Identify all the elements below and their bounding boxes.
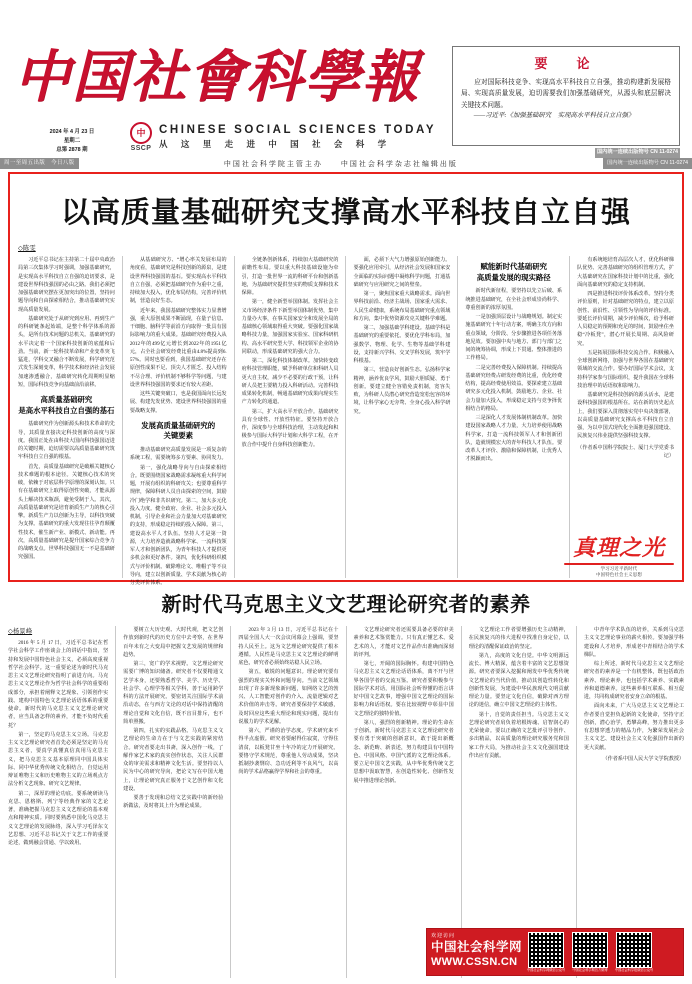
feature-column-1 (18, 256, 115, 578)
paragraph: 这些关键突破口，也是我国面向长远发展、构建先发优势、建设世界科技强国的重要战略支撑。 (129, 391, 227, 414)
paragraph: 第三，营造良好创新生态。弘扬科学家精神，涵养优良学风，鼓励大胆质疑、勇于创新。要建立健全容错免责机制，宽容失败，为科研人员潜心研究营造宽松包容的环境，让科学家心无旁骛、全身心投入科学研究。 (353, 367, 451, 415)
paragraph: 五是拓展国际科技交流合作。积极融入全球创新网络，加强与世界各国在基础研究领域的交流合作。要办好国际学术会议，支持科学家参与国际组织，提升我国在全球科技治理中的话语权和影响力。 (577, 349, 674, 389)
qr-code-2[interactable] (570, 932, 610, 973)
paragraph: 要善于发现和总结文艺实践中的新经验新做法，及时将其上升为理论成果。 (123, 795, 224, 810)
feature-column-6 (569, 256, 674, 578)
promo-site-url: WWW.CSSN.CN (431, 956, 518, 969)
paragraph: 第八，强烈的创新精神。理论的生命在于创新。新时代马克思主义文艺理论研究者要有勇于突破的创新意识，敢于提出新概念、新范畴、新表述，努力构建具有中国特色、中国风格、中国气派的文艺理论体系。要立足中国文艺实践，从中华优秀传统文艺思想中汲取智慧，在创造性转化、创新性发展中推进理论创新。 (353, 719, 454, 784)
truth-light-subtitle: 学习习近平新时代 中国特色社会主义思想 (596, 565, 642, 577)
feature-column-3 (234, 256, 339, 578)
feature-article-box (8, 172, 684, 587)
paragraph: 要树立大历史观、大时代观，把文艺创作放到新时代的历史方位中去考察，在世界百年未有之大变局中把握文艺发展的规律和趋势。 (123, 627, 224, 658)
paragraph: 第二，深厚的理论功底。要系统研读马克思、恩格斯、列宁等经典作家的文艺论著，准确把握马克思主义文艺理论的基本观点和精神实质。同时要熟悉中国化马克思主义文艺理论的发展脉络，深入学习毛泽东文艺思想、习近平总书记关于文艺工作的重要论述，做到融会贯通、学以致用。 (8, 790, 109, 846)
promo-site-name: 中国社会科学网 (431, 940, 523, 955)
feature-column-2 (122, 256, 227, 587)
author-affiliation: （作者系中国科学院院士、厦门大学党委书记） (577, 444, 674, 459)
feature-column-4 (345, 256, 450, 578)
publication-frequency: 周一至周五出版 今日八版 (0, 158, 79, 169)
sscp-seal (128, 122, 154, 152)
author-affiliation: （作者系中国人民大学文学院教授） (602, 755, 685, 762)
qr-code-label: 中国社会科学网官方微博 (572, 967, 608, 972)
secondary-columns (8, 626, 684, 978)
promo-text-block (431, 934, 522, 970)
paragraph: 四是推进科技评价体系改革。坚持分类评价原则，针对基础研究的特点，建立以原创性、前沿性、引领性为导向的评价标准。要延长评价周期，减少评价频次，给予科研人员稳定的预期和充足的时间，鼓励坐住坐稳“冷板凳”，潜心开展长周期、高风险研究。 (577, 291, 674, 347)
truth-light-logo (560, 531, 678, 578)
paragraph: 中青年学术队伍的培养，关系到马克思主义文艺理论事业的薪火相传。要加强学科建设和人才培养，形成老中青相结合的学术梯队。 (583, 627, 685, 658)
publisher-line: 中国社会科学院主管主办 中国社会科学杂志社编辑出版 (223, 159, 458, 168)
paragraph: 近年来，我国基础研究整体实力显著增强，重大原创成果不断涌现，在量子信息、干细胞、脑科学等前沿方向取得一批具有国际影响力的重大成果。基础研究经费投入从2012年的499亿元增长到2022年的1951亿元，占全社会研发经费比重由4.8%提高到6.57%。同时也要看到，我国基础研究还存在原创性成果不足、顶尖人才匮乏、投入结构不尽合理、评价机制不够科学等问题，与建设世界科技强国的要求还有较大差距。 (129, 307, 227, 388)
paragraph: 基础研究处于从研究到应用、再到生产的科研链条起始端，是整个科学体系的源头，是所有技术问题的总机关。基础研究的水平决定着一个国家科技创新的底蕴和后劲。当前，新一轮科技革命和产业变革突飞猛进，学科交叉融合不断发展，科学研究范式发生深刻变革，科学技术和经济社会发展加速渗透融合，基础研究转化周期明显缩短，国际科技竞争向基础前沿前移。 (18, 315, 115, 388)
feature-subheading: 发展高质量基础研究的 关键要素 (141, 420, 216, 441)
editorial-quote-body: 应对国际科技竞争、实现高水平科技自立自强，推动构建新发展格局、实现高质量发展，迫切需要我们加强基础研究，从源头和底层解决关键技术问题。 (461, 79, 671, 109)
paragraph: 第二，深化科技体制改革。加快转变政府科技管理职能，赋予科研单位和科研人员更大自主权，减少不必要的行政干预，让科研人员把主要精力投入科研活动。完善科技成果转化机制，畅通基础研究成果向现实生产力转化的通道。 (241, 358, 339, 406)
paragraph: 综上所述，新时代马克思主义文艺理论研究者的素养是一个有机整体，既包括政治素养、理论素养，也包括学术素养、实践素养和道德素养。这些素养相互联系、相互促进，共同构成研究者安身立命的根基。 (583, 661, 685, 700)
serial-number-strip: 国内统一连续出版物号 CN 11-0274 (603, 158, 692, 169)
paragraph: 面，必须下大气力增强原始创新能力。要强化应用牵引，从经济社会发展和国家安全面临的实际问题中凝练科学问题，打通基础研究与应用研究之间的壁垒。 (353, 257, 451, 288)
paper-title-logo: 中国社會科學報 (14, 47, 420, 109)
paragraph: 第二，加强基础学科建设。基础学科是基础研究的重要依托。要优化学科布局，加强数学、物理、化学、生物等基础学科建设，支持新兴学科、交叉学科发展，筑牢学科根基。 (353, 325, 451, 364)
qr-code-1[interactable] (526, 932, 566, 973)
paragraph: 习近平总书记在主持第二十届中央政治局第三次集体学习时强调，加强基础研究，是实现高水平科技自立自强的迫切要求，是建设世界科技强国的必由之路。我们必须把加强基础研究摆在更加突出的位置，坚持问题导向和自由探索相结合，推动基础研究实现高质量发展。 (18, 257, 115, 313)
feature-byline: ◇陈雯 (18, 245, 36, 252)
secondary-column-4 (346, 626, 454, 978)
qr-code-3[interactable] (614, 932, 654, 973)
secondary-byline: ◇杨景峰 (8, 628, 33, 635)
secondary-column-5 (461, 626, 569, 978)
paragraph: 2016 年 5 月 17 日，习近平总书记在哲学社会科学工作座谈会上的讲话中指出，坚持和发展中国特色社会主义，必须高度重视哲学社会科学。这一重要论述为新时代马克思主义文艺理论研究指明了前进方向。马克思主义文艺理论作为哲学社会科学的重要组成部分，承担着阐释文艺现象、引领创作实践、建构中国特色文艺理论话语体系的重要使命。新时代的马克思主义文艺理论研究者，应当具备怎样的素养，才能不负时代重托？ (8, 640, 109, 729)
masthead-info-strip (0, 158, 692, 169)
qr-code-icon (528, 932, 564, 968)
secondary-article (8, 588, 684, 980)
paragraph: 第三，扩大高水平开放合作。基础研究具有全球性、开放性特征。要坚持开放合作，深度参与全球科技治理，主动发起和积极参与国际大科学计划和大科学工程，在开放合作中提升自身科技创新能力。 (241, 408, 339, 448)
secondary-column-6 (576, 626, 684, 978)
paragraph: 新时代新征程，要坚持以先立后破、系统推进基础研究，在全社会形成崇尚科学、尊重创新的浓厚氛围。 (465, 288, 563, 311)
paragraph: 第九，高度的文化自觉。中华文明源远流长、博大精深，蕴含着丰富的文艺思想资源。研究者要深入挖掘和阐发中华优秀传统文艺理论的当代价值，推动其创造性转化和创新性发展，为建设中华民族现代文明贡献理论力量。要坚定文化自信，破除对西方理论的迷信，确立中国文艺理论的主体性。 (468, 652, 569, 709)
paragraph: 三是深化人才发展体制机制改革。加快建设国家战略人才力量，大力培养使用战略科学家，打造一流科技领军人才和创新团队，造就规模宏大的青年科技人才队伍。要改革人才评价、激励和保障机制，让优秀人才脱颖而出。 (465, 415, 563, 463)
website-promo-banner[interactable] (426, 928, 684, 976)
paragraph: 有系统地培育高层次人才，优化科研梯队优势、完善基础研究的组织管理方式，扩大基础研究在国家科技计划中的比重，强化面向基础研究的稳定支持机制。 (577, 257, 674, 288)
editorial-quote-title: 要 论 (534, 56, 598, 71)
qr-code-label: 中国社会科学报微信公众号 (614, 967, 654, 972)
masthead (0, 0, 692, 168)
secondary-column-1 (8, 626, 108, 978)
weekday-line: 星期二 (63, 138, 81, 145)
paragraph: 第六，严谨的治学态度。学术研究来不得半点虚假。研究者要耐得住寂寞，守得住清贫，以板凳甘坐十年冷的定力开展研究。要恪守学术规范，尊重他人劳动成果，坚决抵制抄袭剽窃、急功近利等不良风气，以高尚的学术品格赢得学界和社会的尊重。 (238, 728, 339, 776)
english-branding (159, 124, 436, 150)
sscp-branding (128, 122, 436, 152)
publication-date-block (16, 128, 128, 156)
editorial-quote-box (452, 46, 680, 146)
paragraph: 第七，开阔的国际胸怀。构建中国特色马克思主义文艺理论话语体系，离不开与世界各国学者的交流互鉴。研究者要积极参与国际学术对话，用国际社会听得懂的语言讲好中国文艺故事，增强中国文艺理论的国际影响力和话语权。要在比较视野中彰显中国文艺理论的独特价值。 (353, 661, 454, 717)
paragraph: 面向未来，广大马克思主义文艺理论工作者要自觉担负起新的文化使命，坚持守正创新，潜心治学，勇攀高峰，努力推出更多有思想穿透力的精品力作，为繁荣发展社会主义文艺、建设社会主义文化强国作出新的更大贡献。 (583, 703, 685, 751)
date-line: 2024 年 4 月 23 日 (49, 129, 95, 135)
paragraph: 第一，健全新型举国体制。发挥社会主义市场经济条件下新型举国体制优势，集中力量办大事，在事关国家安全和发展全局的基础核心领域取得重大突破。要强化国家战略科技力量，加强国家实验室、国家科研机构、高水平研究型大学、科技领军企业的协同联动，形成基础研究的强大合力。 (241, 299, 339, 355)
feature-columns (18, 256, 674, 587)
feature-subheading: 高质量基础研究 是高水平科技自立自强的基石 (18, 395, 115, 415)
paragraph: 基础研究作为创新源头和技术革命的先导，其质量直接决定科技创新的高度与深度。我国正处在由科技大国向科技强国迈进的关键时期，迫切需要以高质量基础研究筑牢科技自立自强的根基。 (18, 421, 115, 461)
secondary-headline: 新时代马克思主义文艺理论研究者的素养 (161, 594, 531, 616)
paragraph: 第一，坚定的马克思主义立场。马克思主义文艺理论研究者首先必须是坚定的马克思主义者，要真学真懂真信真用马克思主义，把马克思主义基本原理同中国具体实际、同中华优秀传统文化相结合，自觉运用辩证唯物主义和历史唯物主义的立场观点方法分析文艺现象、研究文艺规律。 (8, 731, 109, 788)
paragraph: 全链条创新体系，持续加大基础研究的前瞻性布局。要以重大科技基础设施为牵引，打造一批世界一流的科研平台和创新基地，为基础研究提供坚实的物质支撑和技术保障。 (241, 257, 339, 296)
secondary-column-3 (230, 626, 338, 978)
editorial-quote-source: ——习近平:《加强基础研究 实现高水平科技自立自强》 (473, 111, 635, 119)
qr-code-icon (572, 932, 608, 968)
paragraph: 第五，敏锐的问题意识。理论研究要有强烈的现实关怀和问题导向。当前文艺领域出现了许多新现象新问题，如网络文艺的勃兴、人工智能对创作的介入、流量逻辑对艺术价值的冲击等。研究者要保持学术敏感，及时回应这些重大理论和现实问题，提出有说服力的学术见解。 (238, 669, 339, 725)
paragraph: 首先，高质量基础研究是破解关键核心技术难题的根本途径。关键核心技术的突破，依赖于对底层科学原理的深刻认知。只有在基础研究上取得原创性突破，才能从源头上解决技术瓶颈，避免受制于人。其次，高质量基础研究是培育新质生产力的核心引擎。新质生产力以创新为主导，以科技突破为支撑。基础研究的重大发现往往孕育颠覆性技术，催生新产业、新模式、新动能。再次，高质量基础研究是提升国家综合竞争力的战略支点。世界科技强国无一不是基础研究强国。 (18, 463, 115, 561)
chinese-slogan: 从 这 里 走 进 中 国 社 会 科 学 (159, 139, 392, 149)
paragraph: 第三，宽广的学术视野。文艺理论研究需要广博的知识储备。研究者不仅要精通文艺学本身，还要熟悉哲学、美学、历史学、社会学、心理学等相关学科，善于运用跨学科的方法开展研究。要密切关注国际学术前沿动态，在与西方文论的对话中保持清醒的理论自觉和文化自信，既不盲目排斥，也不简单照搬。 (123, 661, 224, 725)
cn-serial-number: 国内统一连续出版物号 CN 11-0274 (595, 148, 680, 158)
secondary-column-2 (115, 626, 223, 978)
paragraph: 第一，强化战略导向与自由探索相结合。既要围绕国家战略需求凝练重大科学问题，开展有组织的科研攻关；也要尊重科学规律，保障科研人员自由探索的空间，鼓励冷门绝学和非共识研究。第二，加大多元化投入力度。健全政府、企业、社会多元投入机制，引导企业和社会力量加大对基础研究的支持，形成稳定持续的投入保障。第三，建设高水平人才队伍。坚持人才是第一资源，大力培养造就战略科学家、一流科技领军人才和创新团队，为青年科技人才提供更多机会和更好条件。第四，优化科研组织模式与评价机制。破除唯论文、唯帽子等不良导向，建立以创新质量、学术贡献为核心的分类评价体系。 (129, 464, 227, 587)
sscp-seal-icon: 中 (130, 122, 152, 144)
feature-headline: 以高质量基础研究支撑高水平科技自立自强 (60, 197, 631, 229)
qr-code-icon (616, 932, 652, 968)
paragraph: 2023 年 3 月 13 日，习近平总书记在十四届全国人大一次会议闭幕会上强调，要坚持人民至上。这为文艺理论研究提供了根本遵循。人民性是马克思主义文艺理论的鲜明底色，研究者必须始终站稳人民立场。 (238, 627, 339, 666)
paragraph: 文艺理论研究者还需要具备必要的审美素养和艺术鉴赏能力。只有真正懂艺术、爱艺术的人，才能对文艺作品作出准确而深刻的评判。 (353, 627, 454, 658)
issue-number-line: 总第 2878 期 (56, 147, 88, 154)
paragraph: 从基础研究方、“增心率关发展布局的角度看，基础研究是科技创新的源泉，是建设世界科技强国的基石。要实现高水平科技自立自强，必须把基础研究作为重中之重，持续加大投入，优化布局结构，完善评价机制，营造良好生态。 (129, 257, 227, 305)
qr-code-label: 中国社会科学网微信公众号 (526, 967, 566, 972)
paragraph: 第一，聚焦国家重大战略需求。面向世界科技前沿、经济主战场、国家重大需求、人民生命健康，系统布局基础研究重点领域和方向，集中优势资源攻克关键科学难题。 (353, 291, 451, 322)
paragraph: 推动基础研究高质量发展是一项复杂的系统工程，需要统筹多方要素、协同发力。 (129, 447, 227, 462)
paragraph: 第四，扎实的实践品格。马克思主义文艺理论的生命力在于与文艺实践的紧密结合。研究者要走出书斋，深入创作一线，了解作家艺术家的真实创作状态，关注人民群众的审美需求和精神文化生活。要坚持以人民为中心的研究导向，把论文写在中国大地上，让理论研究真正服务于文艺创作和文化建设。 (123, 728, 224, 792)
paragraph: 文艺理论工作者要增强历史主动精神，在民族复兴的伟大进程中找准自身定位，以理论的清醒保证政治的坚定。 (468, 627, 569, 650)
feature-column-5 (457, 256, 562, 578)
english-title: CHINESE SOCIAL SCIENCES TODAY (159, 124, 437, 136)
sscp-abbreviation: SSCP (130, 145, 152, 152)
promo-welcome-text: 欢迎访问 (431, 934, 456, 940)
paragraph: 一是加强顶层设计与战略规划。制定实施基础研究十年行动方案，明确主攻方向和重点领域，分阶段、分步骤推进各项任务落地见效。要加强中央与地方、部门与部门之间的统筹协调，形成上下贯通、整体推进的工作格局。 (465, 314, 563, 362)
feature-subheading: 赋能新时代基础研究 高质量发展的现实路径 (476, 262, 551, 282)
truth-light-divider (564, 563, 674, 565)
paragraph: 第十，自觉的责任担当。马克思主义文艺理论研究者肩负着培根铸魂、启智润心的光荣使命。要以正确的文艺批评引导创作、多出精品，以高质量的理论研究服务党和国家工作大局，为推动社会主义文化强国建设作出应有贡献。 (468, 711, 569, 759)
truth-light-title: 真理之光 (572, 534, 665, 560)
paragraph: 基础研究是科技创新的源头活水，是建设科技强国的根基所在。站在新的历史起点上，我们要深入贯彻落实党中央决策部署，以高质量基础研究支撑高水平科技自立自强，为以中国式现代化全面推进强国建设、民族复兴伟业提供坚强科技支撑。 (577, 392, 674, 440)
paragraph: 二是完善经费投入保障机制。持续提高基础研究经费占研发经费的比重，优化经费结构，提高经费使用效益。要探索建立基础研究多元化投入机制，鼓励地方、企业、社会力量加大投入，形成稳定支持与竞争择优相结合的格局。 (465, 364, 563, 412)
